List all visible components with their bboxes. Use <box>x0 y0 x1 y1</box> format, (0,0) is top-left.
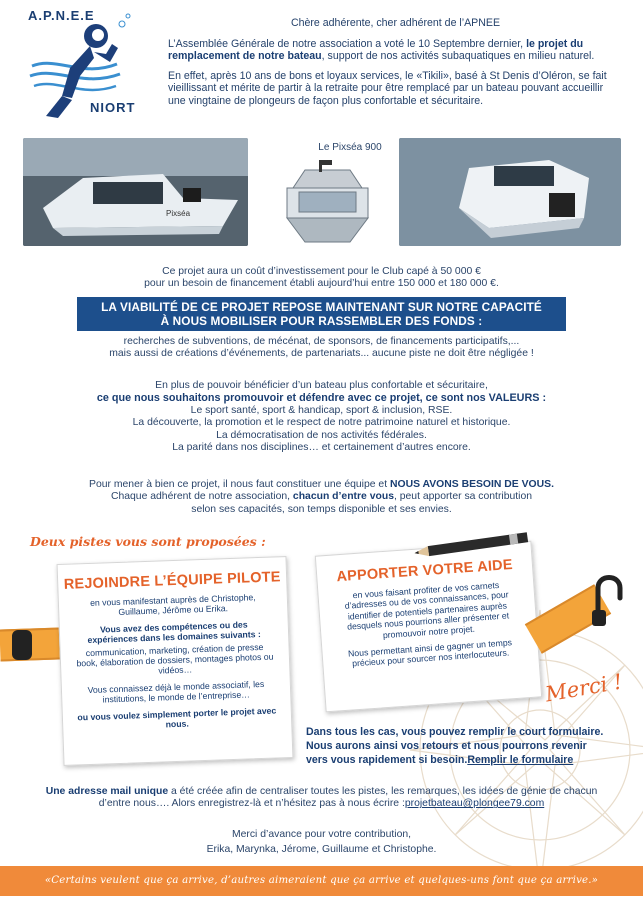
footer-band <box>0 866 643 896</box>
card-help <box>315 541 542 713</box>
value-item: La parité dans nos disciplines… et certainement d’autres encore. <box>172 442 471 454</box>
footer-quote: «Certains veulent que ça arrive, d’autres aimeraient que ça arrive et quelques-uns font que ça arrive.» <box>44 875 599 886</box>
team-text <box>0 479 643 516</box>
value-item: Le sport santé, sport & handicap, sport & inclusion, RSE. <box>190 404 453 416</box>
email-line-1: Une adresse mail unique a été créée afin de centraliser toutes les pistes, les remarques, les idées de génie de chacun <box>45 786 598 797</box>
funding-text <box>0 336 643 361</box>
tracks-heading: Deux pistes vous sont proposées : <box>30 534 266 549</box>
banner-line-1: LA VIABILITÉ DE CE PROJET REPOSE MAINTENANT SUR NOTRE CAPACITÉ <box>101 300 542 314</box>
form-line-2: Nous aurons ainsi vos retours et nous pourrons revenir <box>306 740 587 752</box>
email-text <box>15 786 628 811</box>
logo-bottom-text: NIORT <box>90 100 136 115</box>
card-join-team-p3: Vous connaissez déjà le monde associatif, les institutions, le monde de l’entreprise… <box>87 678 265 705</box>
intro-paragraph-1: L’Assemblée Générale de notre association a voté le 10 Septembre dernier, le projet du remplacement de notre bateau, support de nos activités subaquatiques en milieu naturel. <box>168 37 595 63</box>
funding-line-2: mais aussi de créations d’événements, de partenariats... aucune piste ne doit être négligée ! <box>109 348 534 360</box>
funding-line-1: recherches de subventions, de mécénat, de sponsors, de financements participatifs,... <box>123 336 520 347</box>
team-line-3: selon ses capacités, son temps disponible et ses envies. <box>191 503 452 515</box>
card-help-title: APPORTER VOTRE AIDE <box>336 556 514 586</box>
merci-handwritten: Merci ! <box>543 669 625 707</box>
boat-front-drawing <box>265 158 390 246</box>
value-item: La démocratisation de nos activités fédérales. <box>216 429 427 441</box>
thanks-line-2: Erika, Marynka, Jérome, Guillaume et Christophe. <box>206 844 437 856</box>
card-help-p2: Nous permettant ainsi de gagner un temps précieux pour sourcer nos interlocuteurs. <box>347 637 513 669</box>
card-join-team-p2: communication, marketing, création de presse book, élaboration de dossiers, montages photos ou vidéos… <box>76 641 274 677</box>
card-join-team-p4: ou vous voulez simplement porter le projet avec nous. <box>77 705 277 730</box>
card-join-team <box>57 556 294 766</box>
card-help-p1: en vous faisant profiter de vos carnets d’adresses ou de vos connaissances, pour identifier de potentiels partenaires auprès desquels nous pourrions aller présenter et promouvoir notre projet. <box>344 579 510 640</box>
card-join-team-title: REJOINDRE L’ÉQUIPE PILOTE <box>63 569 281 593</box>
clip-hook-icon <box>588 568 630 628</box>
pencil-icon <box>410 530 535 560</box>
greeting: Chère adhérente, cher adhérent de l’APNEE <box>290 17 501 29</box>
apnee-logo <box>22 8 140 126</box>
form-line-1: Dans tous les cas, vous pouvez remplir le court formulaire. <box>306 726 604 738</box>
cost-line-1: Ce projet aura un coût d’investissement pour le Club capé à 50 000 € <box>162 266 481 277</box>
values-text <box>0 380 643 454</box>
boat-caption: Le Pixséa 900 <box>318 142 382 153</box>
boat-photo-left <box>23 138 248 246</box>
buckle-left-icon <box>10 628 36 662</box>
thanks-line-1: Merci d’avance pour votre contribution, <box>231 829 412 840</box>
boat-hull-name: Pixséa <box>166 209 191 218</box>
intro-paragraph-2: En effet, après 10 ans de bons et loyaux services, le «Tikili», basé à St Denis d’Oléron, se fait vieillissant et mérite de partir à la retraite pour être remplacé par un bateau pouvant accueillir une vingtaine de plongeurs de façon plus confortable et sécuritaire. <box>168 69 607 107</box>
form-line-3: vers vous rapidement si besoin.Remplir le formulaire <box>306 754 574 766</box>
form-text <box>306 725 636 767</box>
card-join-team-p1: en vous manifestant auprès de Christophe, Guillaume, Jérôme ou Erika. <box>89 592 256 618</box>
team-line-2: Chaque adhérent de notre association, chacun d’entre vous, peut apporter sa contribution <box>110 491 533 503</box>
email-link[interactable]: projetbateau@plongee79.com <box>404 798 545 810</box>
logo-top-text: A.P.N.E.E <box>28 8 95 23</box>
cost-text <box>0 266 643 291</box>
team-line-1: Pour mener à bien ce projet, il nous faut constituer une équipe et NOUS AVONS BESOIN DE VOUS. <box>89 479 554 490</box>
card-join-team-p2-bold: Vous avez des compétences ou des expériences dans les domaines suivants : <box>87 619 261 646</box>
boat-photo-right <box>399 138 621 246</box>
viability-banner <box>77 297 566 331</box>
fill-form-link[interactable]: Remplir le formulaire <box>467 754 574 766</box>
intro <box>168 17 623 115</box>
banner-line-2: À NOUS MOBILISER POUR RASSEMBLER DES FONDS : <box>160 314 483 328</box>
email-line-2: d’entre nous…. Alors enregistrez-là et n’hésitez pas à nous écrire :projetbateau@plongee79.com <box>98 798 545 810</box>
cost-line-2: pour un besoin de financement établi aujourd’hui entre 150 000 et 180 000 €. <box>144 278 499 290</box>
value-item: La découverte, la promotion et le respect de notre patrimoine naturel et historique. <box>132 417 511 429</box>
values-line-1: En plus de pouvoir bénéficier d’un bateau plus confortable et sécuritaire, <box>155 380 488 391</box>
values-line-2: ce que nous souhaitons promouvoir et défendre avec ce projet, ce sont nos VALEURS : <box>96 392 547 405</box>
thanks-text <box>0 829 643 857</box>
